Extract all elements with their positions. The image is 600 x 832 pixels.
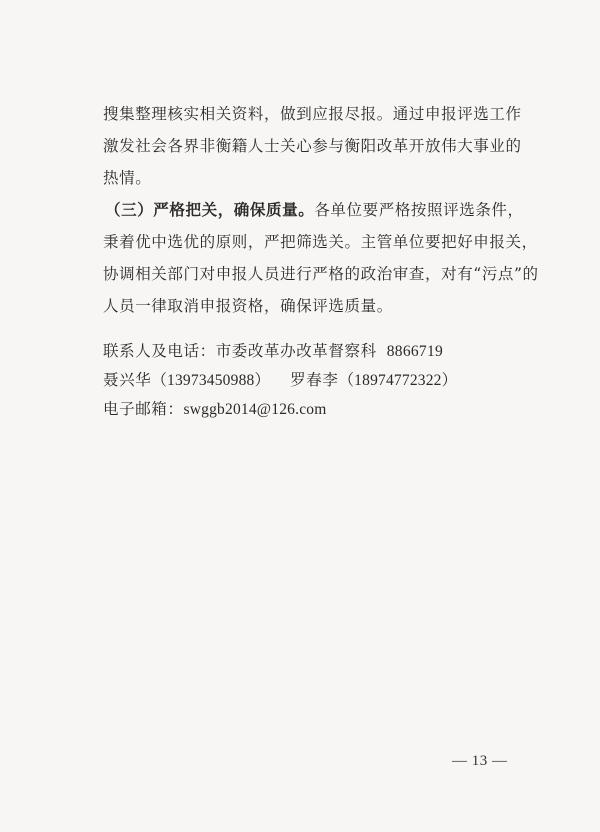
contact-office: 市委改革办改革督察科 <box>215 342 377 360</box>
contact-person2-phone: （18974772322） <box>338 372 458 389</box>
paragraph-line: 人员一律取消申报资格，确保评选质量。 <box>103 297 393 315</box>
paragraph-line: 秉着优中选优的原则，严把筛选关。主管单位要把好申报关， <box>103 233 538 251</box>
paragraph-first-line <box>103 194 524 226</box>
contact-office-line <box>103 337 523 366</box>
contact-label: 联系人及电话： <box>103 342 216 360</box>
contact-email-line <box>103 395 523 424</box>
paragraph-line: 协调相关部门对申报人员进行严格的政治审查，对有“污点”的 <box>103 265 539 283</box>
contact-person2-name: 罗春李 <box>290 371 339 389</box>
contact-info <box>103 337 523 424</box>
section-heading: （三）严格把关，确保质量。 <box>105 200 315 219</box>
page-number: — 13 — <box>452 753 508 769</box>
paragraph-collect-materials <box>103 98 522 194</box>
contact-person1-name: 聂兴华 <box>103 371 152 389</box>
paragraph-line: 热情。 <box>103 169 152 187</box>
paragraph-quality-control <box>103 194 539 322</box>
contact-persons-line <box>103 366 523 395</box>
contact-office-phone: 8866719 <box>386 343 444 360</box>
email-label: 电子邮箱： <box>103 400 184 418</box>
paragraph-line: 激发社会各界非衡籍人士关心参与衡阳改革开放伟大事业的 <box>103 137 522 155</box>
paragraph-line: 搜集整理核实相关资料，做到应报尽报。通过申报评选工作 <box>103 105 522 123</box>
email-address: swggb2014@126.com <box>183 401 327 418</box>
paragraph-line-rest: 各单位要严格按照评选条件， <box>314 201 524 219</box>
contact-person1-phone: （13973450988） <box>151 372 271 389</box>
